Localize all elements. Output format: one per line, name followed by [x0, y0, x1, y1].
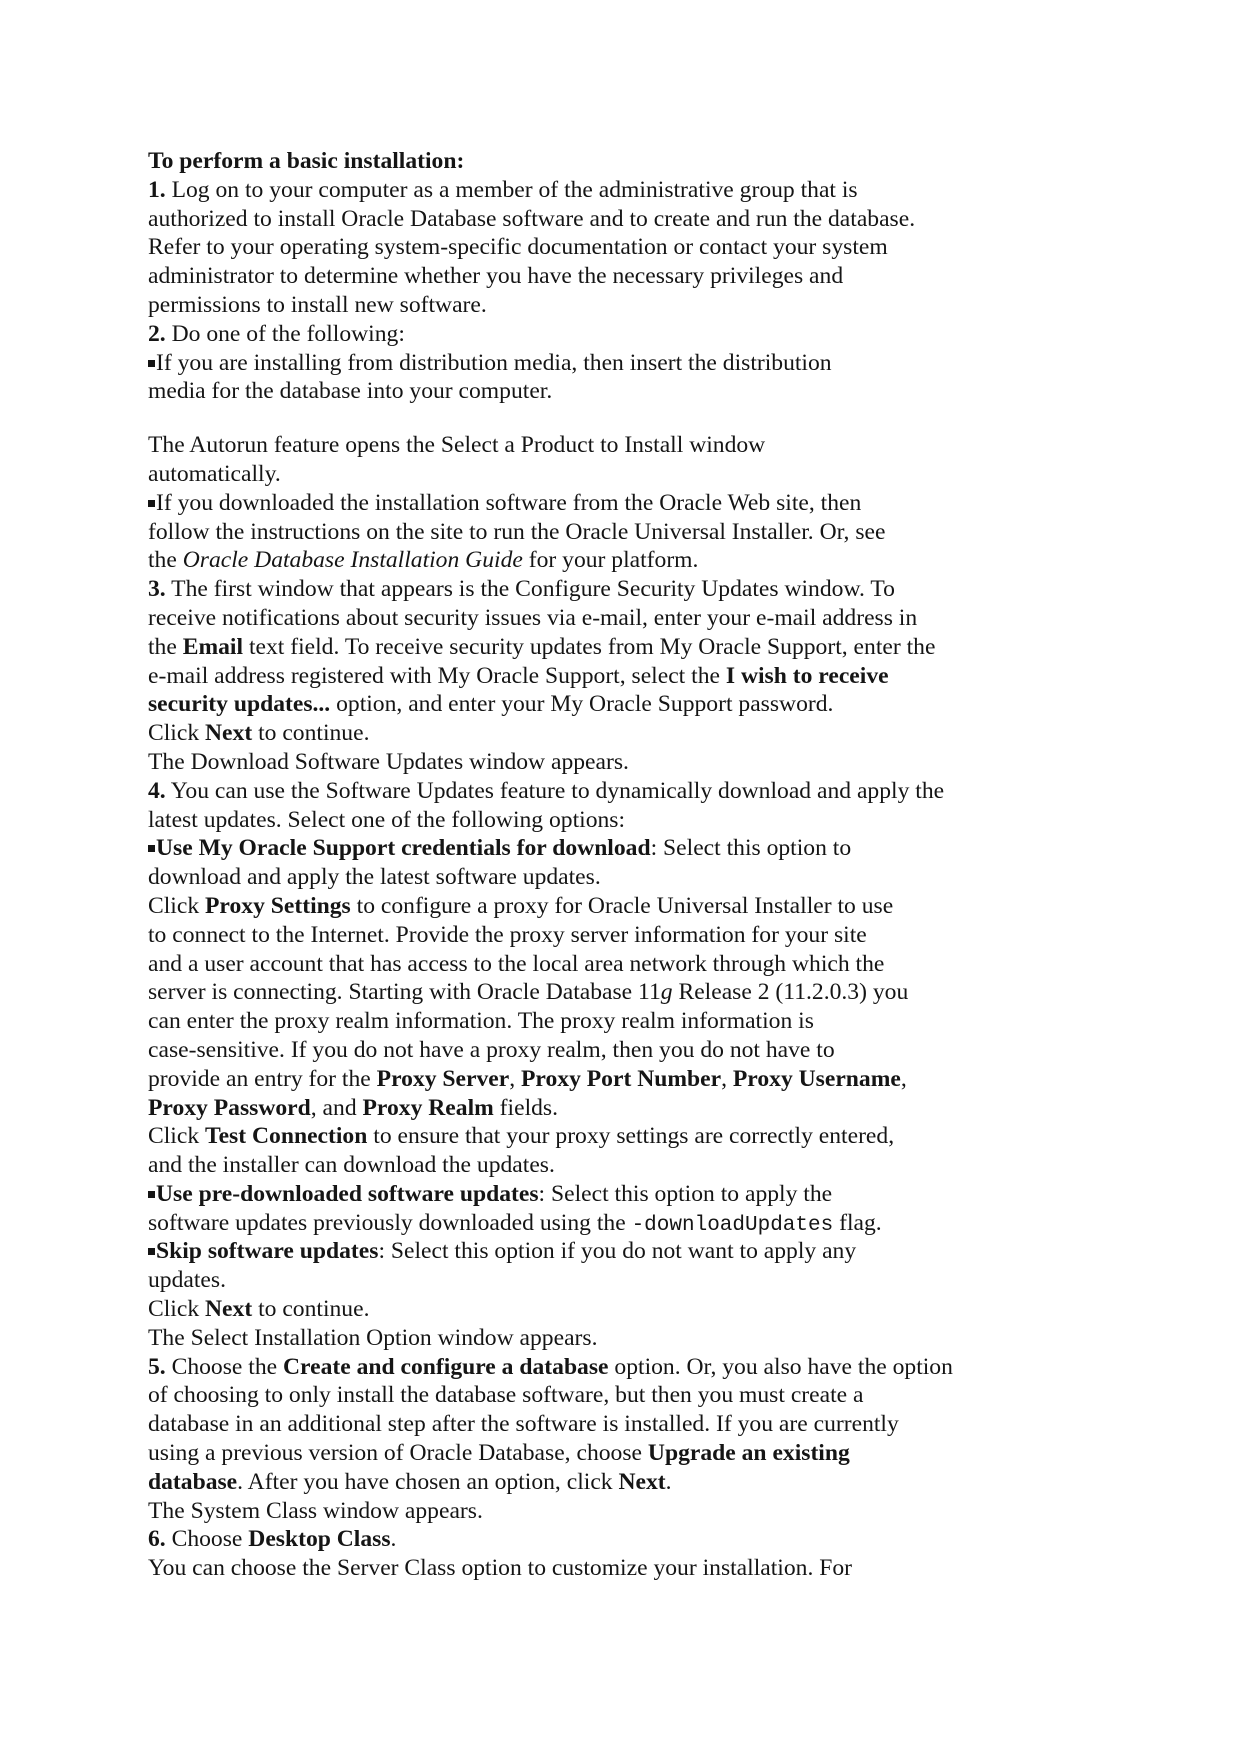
bullet-icon	[148, 845, 155, 852]
list-item: Use My Oracle Support credentials for download: Select this option to	[148, 834, 1028, 863]
bullet-icon	[148, 360, 155, 367]
step-5: 5. Choose the Create and configure a database option. Or, you also have the option	[148, 1353, 953, 1380]
ui-term: Create and configure a database	[283, 1353, 609, 1380]
bullet-icon	[148, 1248, 155, 1255]
section-heading: To perform a basic installation:	[148, 148, 465, 174]
step-4: 4. You can use the Software Updates feature to dynamically download and apply the	[148, 777, 945, 804]
ui-term: Next	[618, 1468, 666, 1495]
step-number: 5.	[148, 1353, 166, 1380]
ui-term: Proxy Username	[732, 1065, 901, 1092]
ui-term: database	[148, 1468, 238, 1495]
step-6: 6. Choose Desktop Class.	[148, 1526, 397, 1553]
ui-term: Email	[182, 633, 244, 660]
step-number: 4.	[148, 777, 166, 804]
list-item: Skip software updates: Select this option if you do not want to apply any	[148, 1237, 1028, 1266]
ui-term: Proxy Settings	[205, 892, 351, 919]
ui-term: Test Connection	[205, 1123, 368, 1150]
guide-title: Oracle Database Installation Guide	[182, 547, 523, 574]
step-3: 3. The first window that appears is the Configure Security Updates window. To	[148, 576, 895, 603]
step-number: 6.	[148, 1526, 166, 1553]
step-1: 1. Log on to your computer as a member of the administrative group that is	[148, 176, 858, 203]
step-number: 1.	[148, 176, 166, 203]
command-flag: -downloadUpdates	[631, 1213, 834, 1237]
ui-term: Next	[205, 1296, 253, 1323]
list-item: If you are installing from distribution media, then insert the distribution	[148, 349, 1028, 378]
ui-term: I wish to receive	[725, 662, 889, 689]
ui-term: security updates...	[148, 691, 331, 718]
ui-term: Desktop Class	[248, 1526, 391, 1553]
ui-term: Proxy Port Number	[521, 1065, 722, 1092]
ui-term: Upgrade an existing	[647, 1440, 850, 1467]
step-number: 2.	[148, 320, 166, 347]
ui-term: Proxy Password	[148, 1094, 311, 1121]
ui-term: Use My Oracle Support credentials for download	[156, 835, 651, 862]
bullet-icon	[148, 500, 155, 507]
step-2: 2. Do one of the following:	[148, 320, 405, 347]
ui-term: Skip software updates	[156, 1238, 379, 1265]
list-item: If you downloaded the installation software from the Oracle Web site, then	[148, 489, 1028, 518]
ui-term: Use pre-downloaded software updates	[156, 1180, 539, 1207]
ui-term: Proxy Realm	[362, 1094, 494, 1121]
ui-term: Next	[205, 720, 253, 747]
list-item: Use pre-downloaded software updates: Select this option to apply the	[148, 1180, 1028, 1209]
step-number: 3.	[148, 576, 166, 603]
ui-term: Proxy Server	[376, 1065, 510, 1092]
document-page: To perform a basic installation: 1. Log on to your computer as a member of the administrative group that is authorized to install Oracle Database software and to create and run the database. Refer to your operating system-specific documentation or contact your system administrator to determine whether you have the necessary privileges and permissions to install new software. 2. Do one of the following: If you are installing from distribution media, then insert the distribution media for the database into your computer. The Autorun feature opens the Select a Product to Install window automatically. If you downloaded the installation software from the Oracle Web site, then follow the instructions on the site to run the Oracle Universal Installer. Or, see the Oracle Database Installation Guide for your platform. 3. The first window that appears is the Configure Security Updates window. To receive notifications about security issues via e-mail, enter your e-mail address in the Email text field. To receive security updates from My Oracle Support, enter the e-mail address registered with My Oracle Support, select the I wish to receive security updates... option, and enter your My Oracle Support password. Click Next to continue. The Download Software Updates window appears. 4. You can use the Software Updates feature to dynamically download and apply the latest updates. Select one of the following options: Use My Oracle Support credentials for download: Select this option to download and apply the latest software updates. Click Proxy Settings to configure a proxy for Oracle Universal Installer to use to connect to the Internet. Provide the proxy server information for your site and a user account that has access to the local area network through which the server is connecting. Starting with Oracle Database 11g Release 2 (11.2.0.3) you can enter the proxy realm information. The proxy realm information is case-sensitive. If you do not have a proxy realm, then you do not have to provide an entry for the Proxy Server, Proxy Port Number, Proxy Username, Proxy Password, and Proxy Realm fields. Click Test Connection to ensure that your proxy settings are correctly entered, and the installer can download the updates. Use pre-downloaded software updates: Select this option to apply the software updates previously downloaded using the -downloadUpdates flag. Skip software updates: Select this option if you do not want to apply any updates. Click Next to continue. The Select Installation Option window appears. 5. Choose the Create and configure a database option. Or, you also have the option of choosing to only install the database software, but then you must create a database in an additional step after the software is installed. If you are currently using a previous version of Oracle Database, choose Upgrade an existing database. After you have chosen an option, click Next. The System Class window appears. 6. Choose Desktop Class. You can choose the Server Class option to customize your installation. For	[148, 147, 1028, 1583]
bullet-icon	[148, 1191, 155, 1198]
